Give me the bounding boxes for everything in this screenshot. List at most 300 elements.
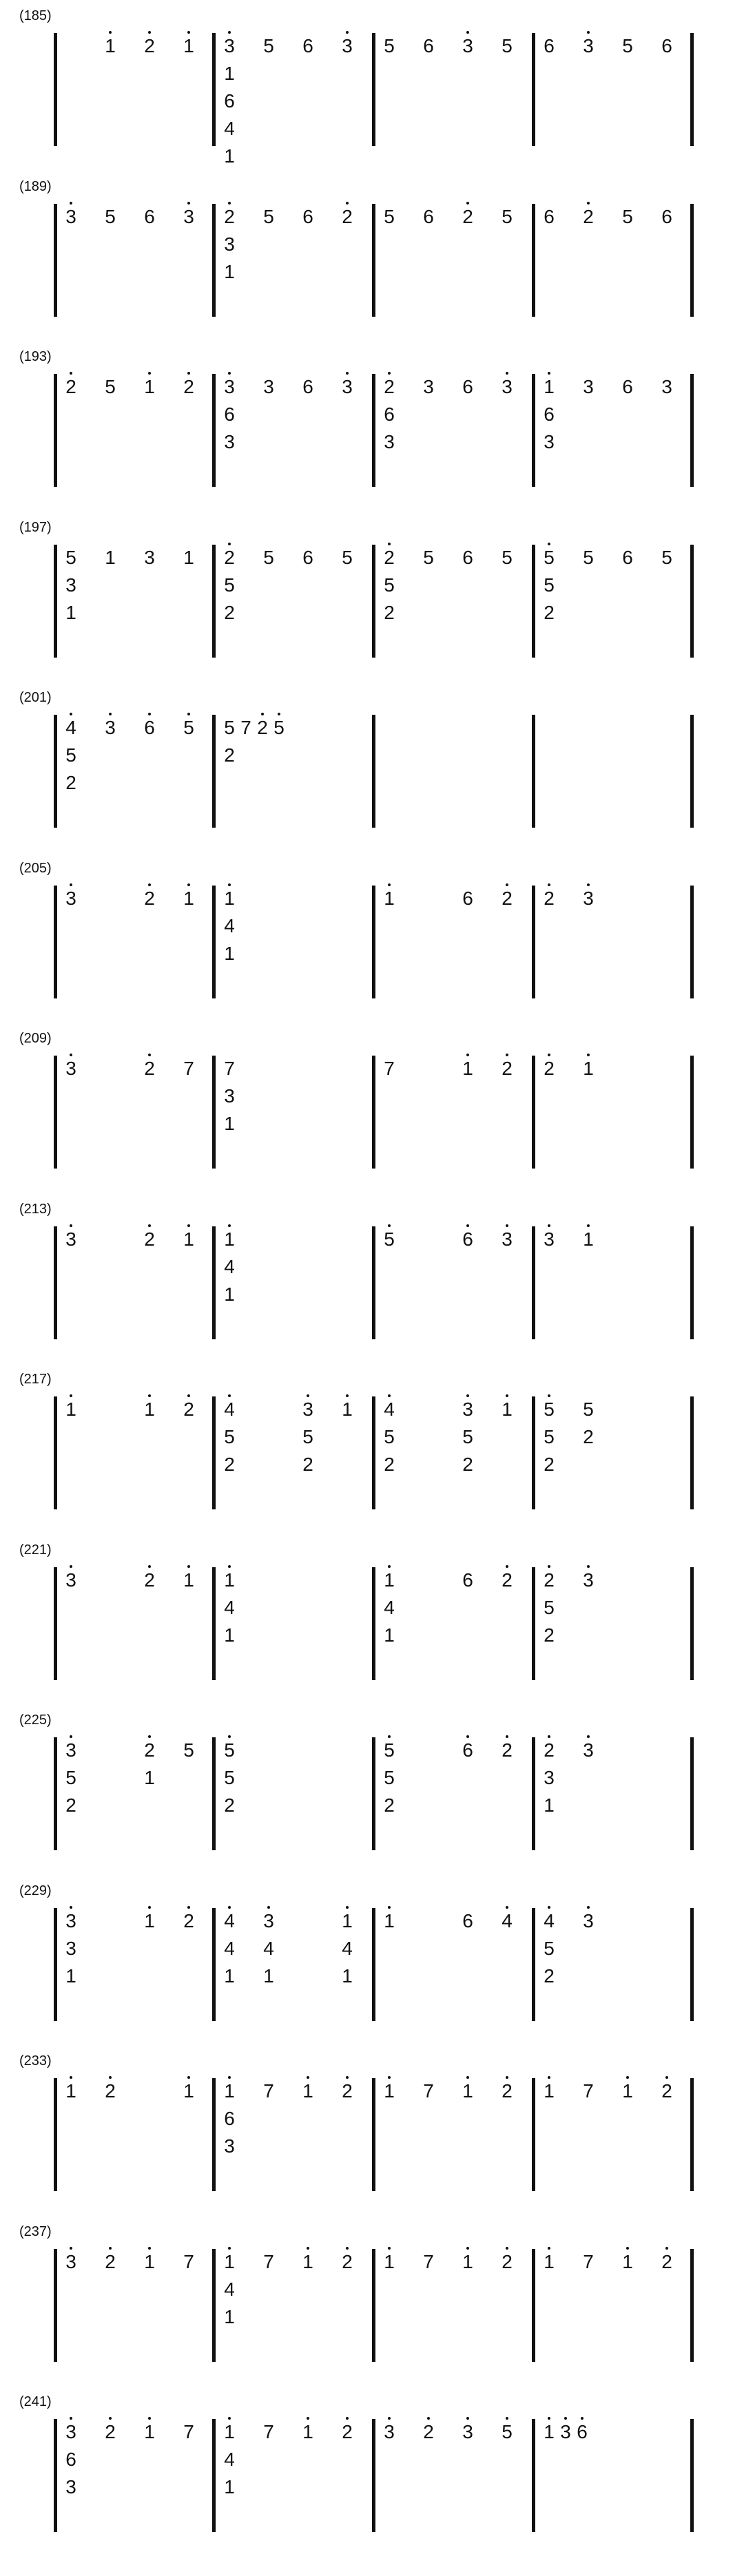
high-octave-dot xyxy=(278,713,280,715)
note-digit: 2 xyxy=(384,601,395,623)
note-digit: 1 xyxy=(139,1399,160,1420)
high-octave-dot xyxy=(70,1394,72,1397)
barline xyxy=(532,1908,535,2021)
high-octave-dot xyxy=(548,1906,550,1909)
note-digit: 6 xyxy=(544,205,555,227)
barline xyxy=(54,374,57,487)
high-octave-dot xyxy=(587,1054,590,1056)
note-digit: 3 xyxy=(497,1229,517,1250)
barline xyxy=(212,204,216,317)
high-octave-dot xyxy=(548,372,550,375)
note-digit: 5 xyxy=(384,1767,395,1788)
note-digit: 5 xyxy=(263,205,274,227)
note-digit: 3 xyxy=(61,1229,81,1250)
measure-number: (213) xyxy=(19,1201,52,1217)
note-digit: 4 xyxy=(384,1596,395,1618)
high-octave-dot xyxy=(187,1394,190,1397)
barline xyxy=(690,204,694,317)
note-digit: 3 xyxy=(423,376,434,397)
note-digit: 1 xyxy=(337,1399,358,1420)
high-octave-dot xyxy=(148,1224,151,1227)
high-octave-dot xyxy=(466,2076,469,2079)
note-digit: 7 xyxy=(263,2250,274,2272)
high-octave-dot xyxy=(187,2076,190,2079)
note-digit: 1 xyxy=(100,36,121,56)
barline xyxy=(690,1737,694,1850)
high-octave-dot xyxy=(506,2247,508,2250)
high-octave-dot xyxy=(109,2417,112,2420)
note-digit: 3 xyxy=(555,2422,576,2442)
note-digit: 4 xyxy=(224,118,235,139)
high-octave-dot xyxy=(70,2247,72,2250)
barline xyxy=(372,2078,375,2191)
note-digit: 6 xyxy=(462,887,473,909)
note-digit: 4 xyxy=(219,1911,240,1931)
note-digit: 5 xyxy=(65,546,76,568)
note-digit: 5 xyxy=(342,546,353,568)
barline xyxy=(690,1396,694,1509)
high-octave-dot xyxy=(148,2417,151,2420)
high-octave-dot xyxy=(228,543,231,545)
measure-number: (241) xyxy=(19,2394,52,2409)
note-digit: 5 xyxy=(224,717,235,738)
high-octave-dot xyxy=(70,372,72,375)
high-octave-dot xyxy=(466,1735,469,1738)
high-octave-dot xyxy=(228,1565,231,1568)
high-octave-dot xyxy=(466,1224,469,1227)
note-digit: 6 xyxy=(457,1229,478,1250)
note-digit: 2 xyxy=(544,1965,555,1987)
note-digit: 2 xyxy=(337,207,358,227)
note-digit: 2 xyxy=(544,601,555,623)
note-digit: 5 xyxy=(219,1740,240,1761)
note-digit: 2 xyxy=(302,1454,313,1475)
note-digit: 2 xyxy=(178,1911,199,1931)
high-octave-dot xyxy=(388,372,391,375)
note-digit: 6 xyxy=(302,376,313,397)
note-digit: 5 xyxy=(224,1767,235,1788)
note-digit: 1 xyxy=(139,2252,160,2272)
note-digit: 3 xyxy=(61,888,81,909)
note-digit: 3 xyxy=(100,718,121,738)
high-octave-dot xyxy=(388,1906,391,1909)
note-digit: 3 xyxy=(61,1911,81,1931)
high-octave-dot xyxy=(506,1224,508,1227)
note-digit: 1 xyxy=(139,377,160,397)
high-octave-dot xyxy=(506,1054,508,1056)
barline xyxy=(212,2078,216,2191)
high-octave-dot xyxy=(506,1735,508,1738)
high-octave-dot xyxy=(148,372,151,375)
barline xyxy=(532,1396,535,1509)
note-digit: 1 xyxy=(379,888,400,909)
note-digit: 5 xyxy=(384,574,395,596)
high-octave-dot xyxy=(70,1224,72,1227)
note-digit: 1 xyxy=(219,1570,240,1591)
note-digit: 1 xyxy=(139,1911,160,1931)
note-digit: 1 xyxy=(139,2422,160,2442)
barline xyxy=(690,374,694,487)
note-digit: 2 xyxy=(497,1058,517,1079)
note-digit: 7 xyxy=(183,2421,194,2442)
note-digit: 3 xyxy=(224,1085,235,1107)
note-digit: 4 xyxy=(61,718,81,738)
note-digit: 6 xyxy=(302,546,313,568)
note-digit: 1 xyxy=(539,377,559,397)
high-octave-dot xyxy=(548,2247,550,2250)
note-digit: 1 xyxy=(219,2422,240,2442)
note-digit: 1 xyxy=(178,1229,199,1250)
high-octave-dot xyxy=(665,2247,668,2250)
high-octave-dot xyxy=(388,1735,391,1738)
note-digit: 3 xyxy=(544,1767,555,1788)
note-digit: 3 xyxy=(224,431,235,452)
barline xyxy=(690,33,694,146)
barline xyxy=(212,1396,216,1509)
note-digit: 5 xyxy=(178,718,199,738)
high-octave-dot xyxy=(109,713,112,715)
barline xyxy=(532,886,535,998)
note-digit: 2 xyxy=(497,2252,517,2272)
note-digit: 3 xyxy=(61,2422,81,2442)
high-octave-dot xyxy=(626,2247,629,2250)
note-digit: 2 xyxy=(657,2252,677,2272)
high-octave-dot xyxy=(548,543,550,545)
note-digit: 2 xyxy=(337,2422,358,2442)
note-digit: 6 xyxy=(462,376,473,397)
score-system xyxy=(0,8,744,167)
measure-number: (197) xyxy=(19,519,52,535)
note-digit: 1 xyxy=(457,2081,478,2102)
note-digit: 2 xyxy=(539,1740,559,1761)
note-digit: 1 xyxy=(544,1794,555,1816)
high-octave-dot xyxy=(388,2247,391,2250)
note-digit: 1 xyxy=(497,1399,517,1420)
high-octave-dot xyxy=(109,2076,112,2079)
barline xyxy=(372,374,375,487)
note-digit: 2 xyxy=(139,1058,160,1079)
note-digit: 5 xyxy=(379,1740,400,1761)
note-digit: 5 xyxy=(497,2422,517,2442)
measure-number: (233) xyxy=(19,2053,52,2069)
note-digit: 1 xyxy=(298,2252,318,2272)
note-digit: 2 xyxy=(65,1794,76,1816)
high-octave-dot xyxy=(187,1224,190,1227)
high-octave-dot xyxy=(187,713,190,715)
note-digit: 5 xyxy=(539,1399,559,1420)
note-digit: 5 xyxy=(224,1426,235,1447)
note-digit: 4 xyxy=(219,1399,240,1420)
barline xyxy=(690,545,694,658)
high-octave-dot xyxy=(187,883,190,886)
note-digit: 3 xyxy=(61,1740,81,1761)
high-octave-dot xyxy=(665,2076,668,2079)
note-digit: 2 xyxy=(539,888,559,909)
high-octave-dot xyxy=(228,2417,231,2420)
note-digit: 2 xyxy=(224,1794,235,1816)
note-digit: 5 xyxy=(583,1399,594,1420)
measure-number: (189) xyxy=(19,178,52,194)
note-digit: 6 xyxy=(457,1740,478,1761)
note-digit: 5 xyxy=(263,546,274,568)
high-octave-dot xyxy=(548,2076,550,2079)
note-digit: 4 xyxy=(224,1596,235,1618)
high-octave-dot xyxy=(506,2076,508,2079)
note-digit: 1 xyxy=(298,2081,318,2102)
barline xyxy=(54,2078,57,2191)
note-digit: 7 xyxy=(263,2080,274,2102)
note-digit: 6 xyxy=(462,1569,473,1591)
note-digit: 5 xyxy=(622,205,633,227)
note-digit: 4 xyxy=(379,1399,400,1420)
barline xyxy=(212,1908,216,2021)
note-digit: 3 xyxy=(457,1399,478,1420)
barline xyxy=(212,2419,216,2532)
barline xyxy=(372,715,375,828)
score-system xyxy=(0,349,744,505)
note-digit: 2 xyxy=(100,2081,121,2102)
note-digit: 3 xyxy=(337,377,358,397)
barline xyxy=(212,2249,216,2362)
note-digit: 5 xyxy=(462,1426,473,1447)
barline xyxy=(54,545,57,658)
note-digit: 3 xyxy=(65,574,76,596)
note-digit: 6 xyxy=(144,205,155,227)
note-digit: 3 xyxy=(263,376,274,397)
high-octave-dot xyxy=(587,1224,590,1227)
measure-number: (217) xyxy=(19,1372,52,1387)
barline xyxy=(690,2419,694,2532)
note-digit: 1 xyxy=(539,2081,559,2102)
high-octave-dot xyxy=(228,202,231,205)
barline xyxy=(372,2419,375,2532)
high-octave-dot xyxy=(626,2076,629,2079)
high-octave-dot xyxy=(506,883,508,886)
high-octave-dot xyxy=(587,31,590,34)
note-digit: 1 xyxy=(219,2252,240,2272)
note-digit: 3 xyxy=(384,431,395,452)
high-octave-dot xyxy=(466,202,469,205)
note-digit: 3 xyxy=(457,36,478,56)
barline xyxy=(54,715,57,828)
note-digit: 4 xyxy=(342,1937,353,1959)
measure-number: (237) xyxy=(19,2223,52,2239)
high-octave-dot xyxy=(587,1906,590,1909)
high-octave-dot xyxy=(346,2076,349,2079)
note-digit: 5 xyxy=(502,205,513,227)
barline xyxy=(212,374,216,487)
score-system xyxy=(0,178,744,335)
note-digit: 3 xyxy=(298,1399,318,1420)
note-digit: 5 xyxy=(269,718,289,738)
note-digit: 4 xyxy=(224,1937,235,1959)
high-octave-dot xyxy=(148,2247,151,2250)
high-octave-dot xyxy=(187,1906,190,1909)
high-octave-dot xyxy=(148,1906,151,1909)
high-octave-dot xyxy=(228,2247,231,2250)
note-digit: 2 xyxy=(384,1794,395,1816)
high-octave-dot xyxy=(587,202,590,205)
high-octave-dot xyxy=(346,31,349,34)
note-digit: 2 xyxy=(379,547,400,568)
high-octave-dot xyxy=(506,1565,508,1568)
note-digit: 5 xyxy=(384,35,395,56)
high-octave-dot xyxy=(228,1735,231,1738)
note-digit: 6 xyxy=(544,35,555,56)
barline xyxy=(212,1056,216,1169)
note-digit: 3 xyxy=(578,888,599,909)
note-digit: 3 xyxy=(61,1570,81,1591)
note-digit: 1 xyxy=(379,2081,400,2102)
note-digit: 3 xyxy=(61,2252,81,2272)
high-octave-dot xyxy=(388,543,391,545)
measure-number: (221) xyxy=(19,1542,52,1558)
barline xyxy=(212,1226,216,1339)
note-digit: 5 xyxy=(544,1596,555,1618)
note-digit: 7 xyxy=(583,2250,594,2272)
barline xyxy=(372,1226,375,1339)
high-octave-dot xyxy=(261,713,264,715)
note-digit: 4 xyxy=(224,2278,235,2300)
note-digit: 1 xyxy=(617,2081,638,2102)
high-octave-dot xyxy=(187,372,190,375)
high-octave-dot xyxy=(388,1565,391,1568)
high-octave-dot xyxy=(228,1224,231,1227)
high-octave-dot xyxy=(548,1394,550,1397)
note-digit: 1 xyxy=(219,888,240,909)
note-digit: 1 xyxy=(105,546,116,568)
note-digit: 2 xyxy=(544,1454,555,1475)
note-digit: 2 xyxy=(583,1426,594,1447)
high-octave-dot xyxy=(267,1906,270,1909)
measure-number: (185) xyxy=(19,8,52,23)
note-digit: 1 xyxy=(61,2081,81,2102)
high-octave-dot xyxy=(388,1394,391,1397)
note-digit: 5 xyxy=(224,574,235,596)
note-digit: 1 xyxy=(539,2422,559,2442)
high-octave-dot xyxy=(548,2417,550,2420)
note-digit: 6 xyxy=(423,205,434,227)
score-system xyxy=(0,519,744,676)
high-octave-dot xyxy=(148,31,151,34)
note-digit: 1 xyxy=(224,145,235,167)
note-digit: 5 xyxy=(105,376,116,397)
note-digit: 2 xyxy=(139,36,160,56)
note-digit: 1 xyxy=(617,2252,638,2272)
note-digit: 3 xyxy=(258,1911,279,1931)
note-digit: 2 xyxy=(457,207,478,227)
barline xyxy=(690,1908,694,2021)
note-digit: 5 xyxy=(622,35,633,56)
note-digit: 4 xyxy=(263,1937,274,1959)
barline xyxy=(532,1737,535,1850)
note-digit: 2 xyxy=(224,1454,235,1475)
note-digit: 5 xyxy=(502,35,513,56)
barline xyxy=(372,1056,375,1169)
high-octave-dot xyxy=(548,1224,550,1227)
note-digit: 1 xyxy=(224,63,235,84)
note-digit: 2 xyxy=(379,377,400,397)
note-digit: 2 xyxy=(544,1624,555,1646)
note-digit: 2 xyxy=(61,377,81,397)
barline xyxy=(532,1567,535,1680)
note-digit: 5 xyxy=(384,205,395,227)
high-octave-dot xyxy=(70,1735,72,1738)
note-digit: 2 xyxy=(224,744,235,766)
high-octave-dot xyxy=(307,2076,309,2079)
note-digit: 1 xyxy=(219,2081,240,2102)
note-digit: 3 xyxy=(379,2422,400,2442)
barline xyxy=(690,1226,694,1339)
barline xyxy=(54,2419,57,2532)
note-digit: 3 xyxy=(224,233,235,255)
note-digit: 1 xyxy=(65,601,76,623)
note-digit: 2 xyxy=(497,888,517,909)
high-octave-dot xyxy=(587,883,590,886)
note-digit: 1 xyxy=(224,1965,235,1987)
high-octave-dot xyxy=(346,2247,349,2250)
note-digit: 5 xyxy=(105,205,116,227)
high-octave-dot xyxy=(346,1906,349,1909)
high-octave-dot xyxy=(587,1565,590,1568)
high-octave-dot xyxy=(70,1054,72,1056)
note-digit: 6 xyxy=(224,404,235,425)
high-octave-dot xyxy=(228,1906,231,1909)
note-digit: 5 xyxy=(502,546,513,568)
barline xyxy=(532,2078,535,2191)
note-digit: 6 xyxy=(544,404,555,425)
note-digit: 1 xyxy=(342,1965,353,1987)
note-digit: 6 xyxy=(462,1909,473,1931)
high-octave-dot xyxy=(70,1565,72,1568)
note-digit: 6 xyxy=(661,35,672,56)
note-digit: 7 xyxy=(423,2250,434,2272)
measure-number: (225) xyxy=(19,1713,52,1728)
barline xyxy=(54,1737,57,1850)
barline xyxy=(372,1908,375,2021)
high-octave-dot xyxy=(228,883,231,886)
note-digit: 1 xyxy=(578,1229,599,1250)
note-digit: 2 xyxy=(65,772,76,793)
measure-number: (201) xyxy=(19,690,52,705)
high-octave-dot xyxy=(307,2247,309,2250)
note-digit: 7 xyxy=(224,1058,235,1079)
note-digit: 1 xyxy=(457,2252,478,2272)
note-digit: 4 xyxy=(497,1911,517,1931)
note-digit: 1 xyxy=(379,1570,400,1591)
barline xyxy=(532,1226,535,1339)
note-digit: 2 xyxy=(224,601,235,623)
high-octave-dot xyxy=(346,202,349,205)
note-digit: 5 xyxy=(539,547,559,568)
note-digit: 3 xyxy=(178,207,199,227)
high-octave-dot xyxy=(148,1565,151,1568)
note-digit: 5 xyxy=(384,1426,395,1447)
note-digit: 6 xyxy=(572,2422,592,2442)
barline xyxy=(532,545,535,658)
note-digit: 1 xyxy=(224,2476,235,2498)
barline xyxy=(54,1396,57,1509)
note-digit: 1 xyxy=(178,888,199,909)
high-octave-dot xyxy=(346,2417,349,2420)
note-digit: 6 xyxy=(65,2449,76,2470)
note-digit: 2 xyxy=(384,1454,395,1475)
note-digit: 5 xyxy=(544,1937,555,1959)
high-octave-dot xyxy=(466,1394,469,1397)
note-digit: 3 xyxy=(61,1058,81,1079)
note-digit: 2 xyxy=(497,2081,517,2102)
note-digit: 1 xyxy=(224,2305,235,2327)
